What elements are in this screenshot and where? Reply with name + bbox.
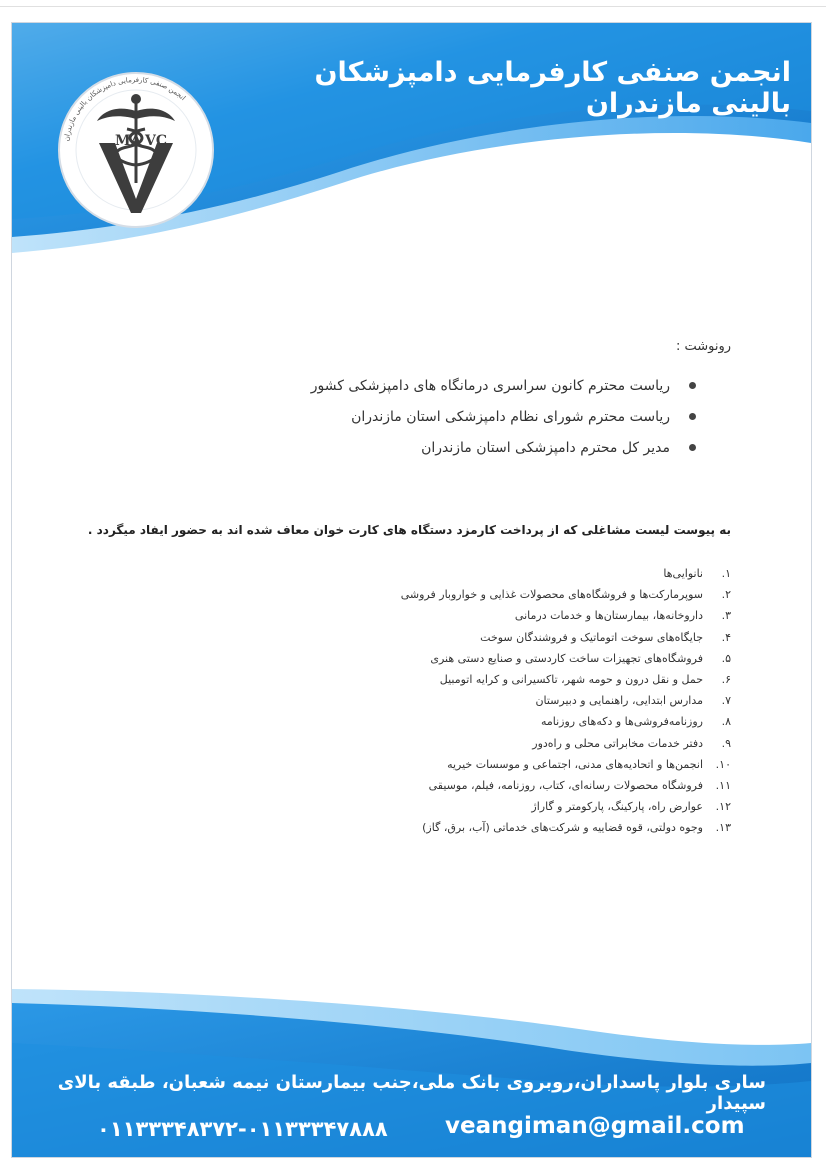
list-item [91, 735, 731, 756]
item-number: ۷. [721, 694, 731, 708]
copies-item-text: مدیر کل محترم دامپزشکی استان مازندران [421, 440, 670, 456]
page-top-rule [0, 6, 826, 7]
item-text: وجوه دولتی، قوه قضاییه و شرکت‌های خدماتی (آب، برق، گاز) [422, 821, 703, 835]
bullet-icon [689, 413, 696, 420]
item-number: ۱. [721, 567, 731, 580]
item-number: ۲. [721, 588, 731, 602]
item-text: فروشگاه‌های تجهیزات ساخت کاردستی و صنایع دستی هنری [430, 651, 703, 665]
list-item [91, 756, 731, 777]
bullet-icon [689, 382, 696, 389]
copies-item [96, 407, 696, 438]
footer-email-link[interactable]: veangiman@gmail.com [445, 1113, 745, 1139]
list-item [91, 777, 731, 798]
item-number: ۱۱. [715, 778, 731, 792]
list-item [91, 819, 731, 840]
item-number: ۱۳. [715, 821, 731, 835]
copies-item-text: ریاست محترم شورای نظام دامپزشکی استان مازندران [351, 409, 670, 425]
bullet-icon [689, 444, 696, 451]
item-number: ۱۲. [715, 800, 731, 814]
list-item [91, 586, 731, 607]
footer-address: ساری بلوار پاسداران،روبروی بانک ملی،جنب بیمارستان نیمه شعبان، طبقه بالای سپیدار [57, 1072, 766, 1114]
item-text: داروخانه‌ها، بیمارستان‌ها و خدمات درمانی [514, 609, 703, 623]
item-text: فروشگاه محصولات رسانه‌ای، کتاب، روزنامه، فیلم، موسیقی [428, 778, 703, 792]
copies-label: رونوشت : [675, 339, 731, 354]
item-number: ۱۰. [715, 757, 731, 771]
list-item [91, 798, 731, 819]
footer-phones: ۰۱۱۳۳۳۴۸۳۷۲-۰۱۱۳۳۳۴۷۸۸۸ [97, 1117, 388, 1141]
copies-item [96, 438, 696, 469]
list-item [91, 692, 731, 713]
list-item [91, 565, 731, 586]
item-text: نانوایی‌ها [663, 567, 703, 580]
list-item [91, 713, 731, 734]
logo-ring-text: انجمن صنفی کارفرمایی دامپزشکان بالینی مازندران [62, 75, 188, 142]
copies-item-text: ریاست محترم کانون سراسری درمانگاه های دامپزشکی کشور [310, 378, 670, 394]
item-text: عوارض راه، پارکینگ، پارکومتر و گاراژ [531, 800, 703, 814]
item-text: جایگاه‌های سوخت اتوماتیک و فروشندگان سوخت [480, 630, 703, 644]
exempt-jobs-list [91, 565, 731, 840]
list-item [91, 607, 731, 628]
item-text: مدارس ابتدایی، راهنمایی و دبیرستان [535, 694, 703, 708]
item-text: دفتر خدمات مخابراتی محلی و راه‌دور [532, 736, 703, 750]
item-number: ۵. [721, 651, 731, 665]
copies-list [96, 376, 696, 469]
item-text: حمل و نقل درون و حومه شهر، تاکسیرانی و کرایه اتومبیل [439, 672, 703, 686]
list-item [91, 671, 731, 692]
item-number: ۶. [721, 672, 731, 686]
list-item [91, 629, 731, 650]
attachment-intro: به پیوست لیست مشاغلی که از پرداخت کارمزد دستگاه های کارت خوان معاف شده اند به حضور ایفاد میگردد . [87, 523, 731, 537]
logo-right-letters: VC [145, 133, 168, 149]
item-number: ۳. [721, 609, 731, 623]
list-item [91, 650, 731, 671]
item-number: ۴. [721, 630, 731, 644]
item-text: روزنامه‌فروشی‌ها و دکه‌های روزنامه [540, 715, 703, 729]
item-number: ۸. [721, 715, 731, 729]
item-text: انجمن‌ها و اتحادیه‌های مدنی، اجتماعی و موسسات خیریه [447, 757, 703, 771]
item-number: ۹. [721, 736, 731, 750]
logo-left-letters: MA [115, 133, 142, 149]
item-text: سوپرمارکت‌ها و فروشگاه‌های محصولات غذایی و خواروبار فروشی [400, 588, 703, 602]
association-title: انجمن صنفی کارفرمایی دامپزشکان بالینی مازندران [314, 57, 791, 119]
copies-item [96, 376, 696, 407]
